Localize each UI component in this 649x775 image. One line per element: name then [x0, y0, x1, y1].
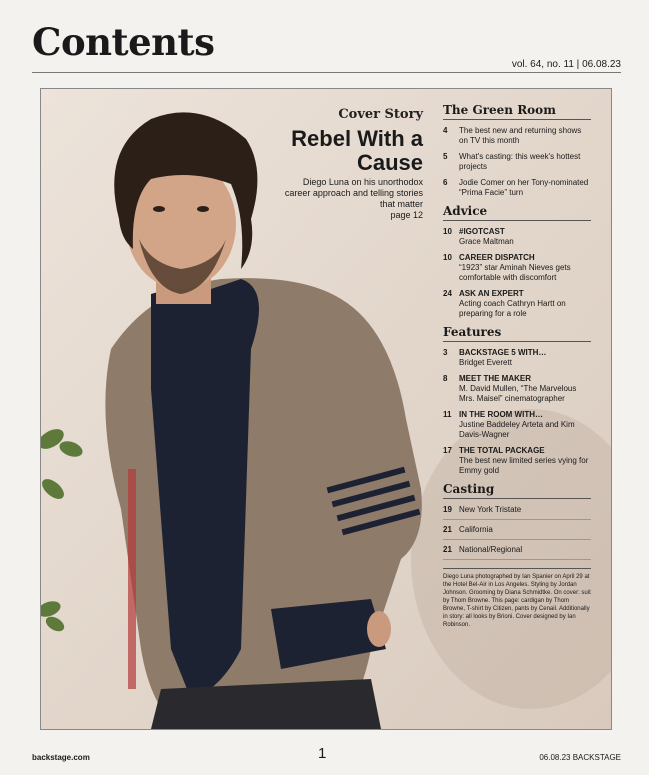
- cover-photo-frame: [40, 88, 612, 730]
- toc-entry[interactable]: 11 IN THE ROOM WITH… Justine Baddeley Arteta and Kim Davis-Wagner: [443, 410, 575, 439]
- cover-story-page: page 12: [390, 210, 423, 220]
- header-rule: [32, 72, 621, 73]
- section-features: [443, 325, 591, 476]
- section-heading: Advice: [443, 204, 591, 221]
- issue-info: vol. 64, no. 11 | 06.08.23: [511, 59, 621, 70]
- section-heading: Features: [443, 325, 591, 342]
- table-of-contents: [443, 103, 591, 629]
- cover-story-label: Cover Story: [338, 107, 423, 122]
- toc-entry[interactable]: 6 Jodie Comer on her Tony-nominated “Prima Facie” turn: [443, 178, 589, 197]
- toc-entry[interactable]: 24 ASK AN EXPERT Acting coach Cathryn Hartt on preparing for a role: [443, 289, 566, 318]
- toc-entry[interactable]: 8 MEET THE MAKER M. David Mullen, “The Marvelous Mrs. Maisel” cinematographer: [443, 374, 577, 403]
- toc-entry[interactable]: 10 CAREER DISPATCH “1923” star Aminah Nieves gets comfortable with discomfort: [443, 253, 571, 282]
- footer-site: backstage.com: [32, 753, 90, 762]
- toc-entry[interactable]: 21 National/Regional: [443, 545, 591, 560]
- footer-issue: 06.08.23 BACKSTAGE: [539, 753, 621, 762]
- cover-story-title: Rebel With a Cause: [291, 126, 423, 175]
- section-heading: The Green Room: [443, 103, 591, 120]
- section-green-room: [443, 103, 591, 198]
- toc-entry[interactable]: 19 New York Tristate: [443, 505, 591, 520]
- toc-entry[interactable]: 21 California: [443, 525, 591, 540]
- photo-credits: Diego Luna photographed by Ian Spanier on April 29 at the Hotel Bel-Air in Los Angeles. Styling by Jordan Johnson. Grooming by Diana Schmidtke. On cover: suit by Thom Browne. This page: cardigan by Thom Browne, T-shirt by Citizen, pants by Cenail. Additionally in story: all looks by Brioni. Cover designed by Ian Robinson.: [443, 568, 591, 629]
- page-number: 1: [318, 745, 327, 762]
- section-heading: Casting: [443, 482, 591, 499]
- cover-story-description: Diego Luna on his unorthodox career approach and telling stories that matter: [284, 177, 423, 209]
- toc-entry[interactable]: 10 #IGOTCAST Grace Maltman: [443, 227, 514, 246]
- toc-entry[interactable]: 4 The best new and returning shows on TV this month: [443, 126, 582, 145]
- toc-entry[interactable]: 5 What's casting: this week's hottest projects: [443, 152, 581, 171]
- toc-entry[interactable]: 17 THE TOTAL PACKAGE The best new limited series vying for Emmy gold: [443, 446, 589, 475]
- section-casting: [443, 482, 591, 560]
- toc-entry[interactable]: 3 BACKSTAGE 5 WITH… Bridget Everett: [443, 348, 547, 367]
- page-title: Contents: [32, 20, 215, 64]
- section-advice: [443, 204, 591, 319]
